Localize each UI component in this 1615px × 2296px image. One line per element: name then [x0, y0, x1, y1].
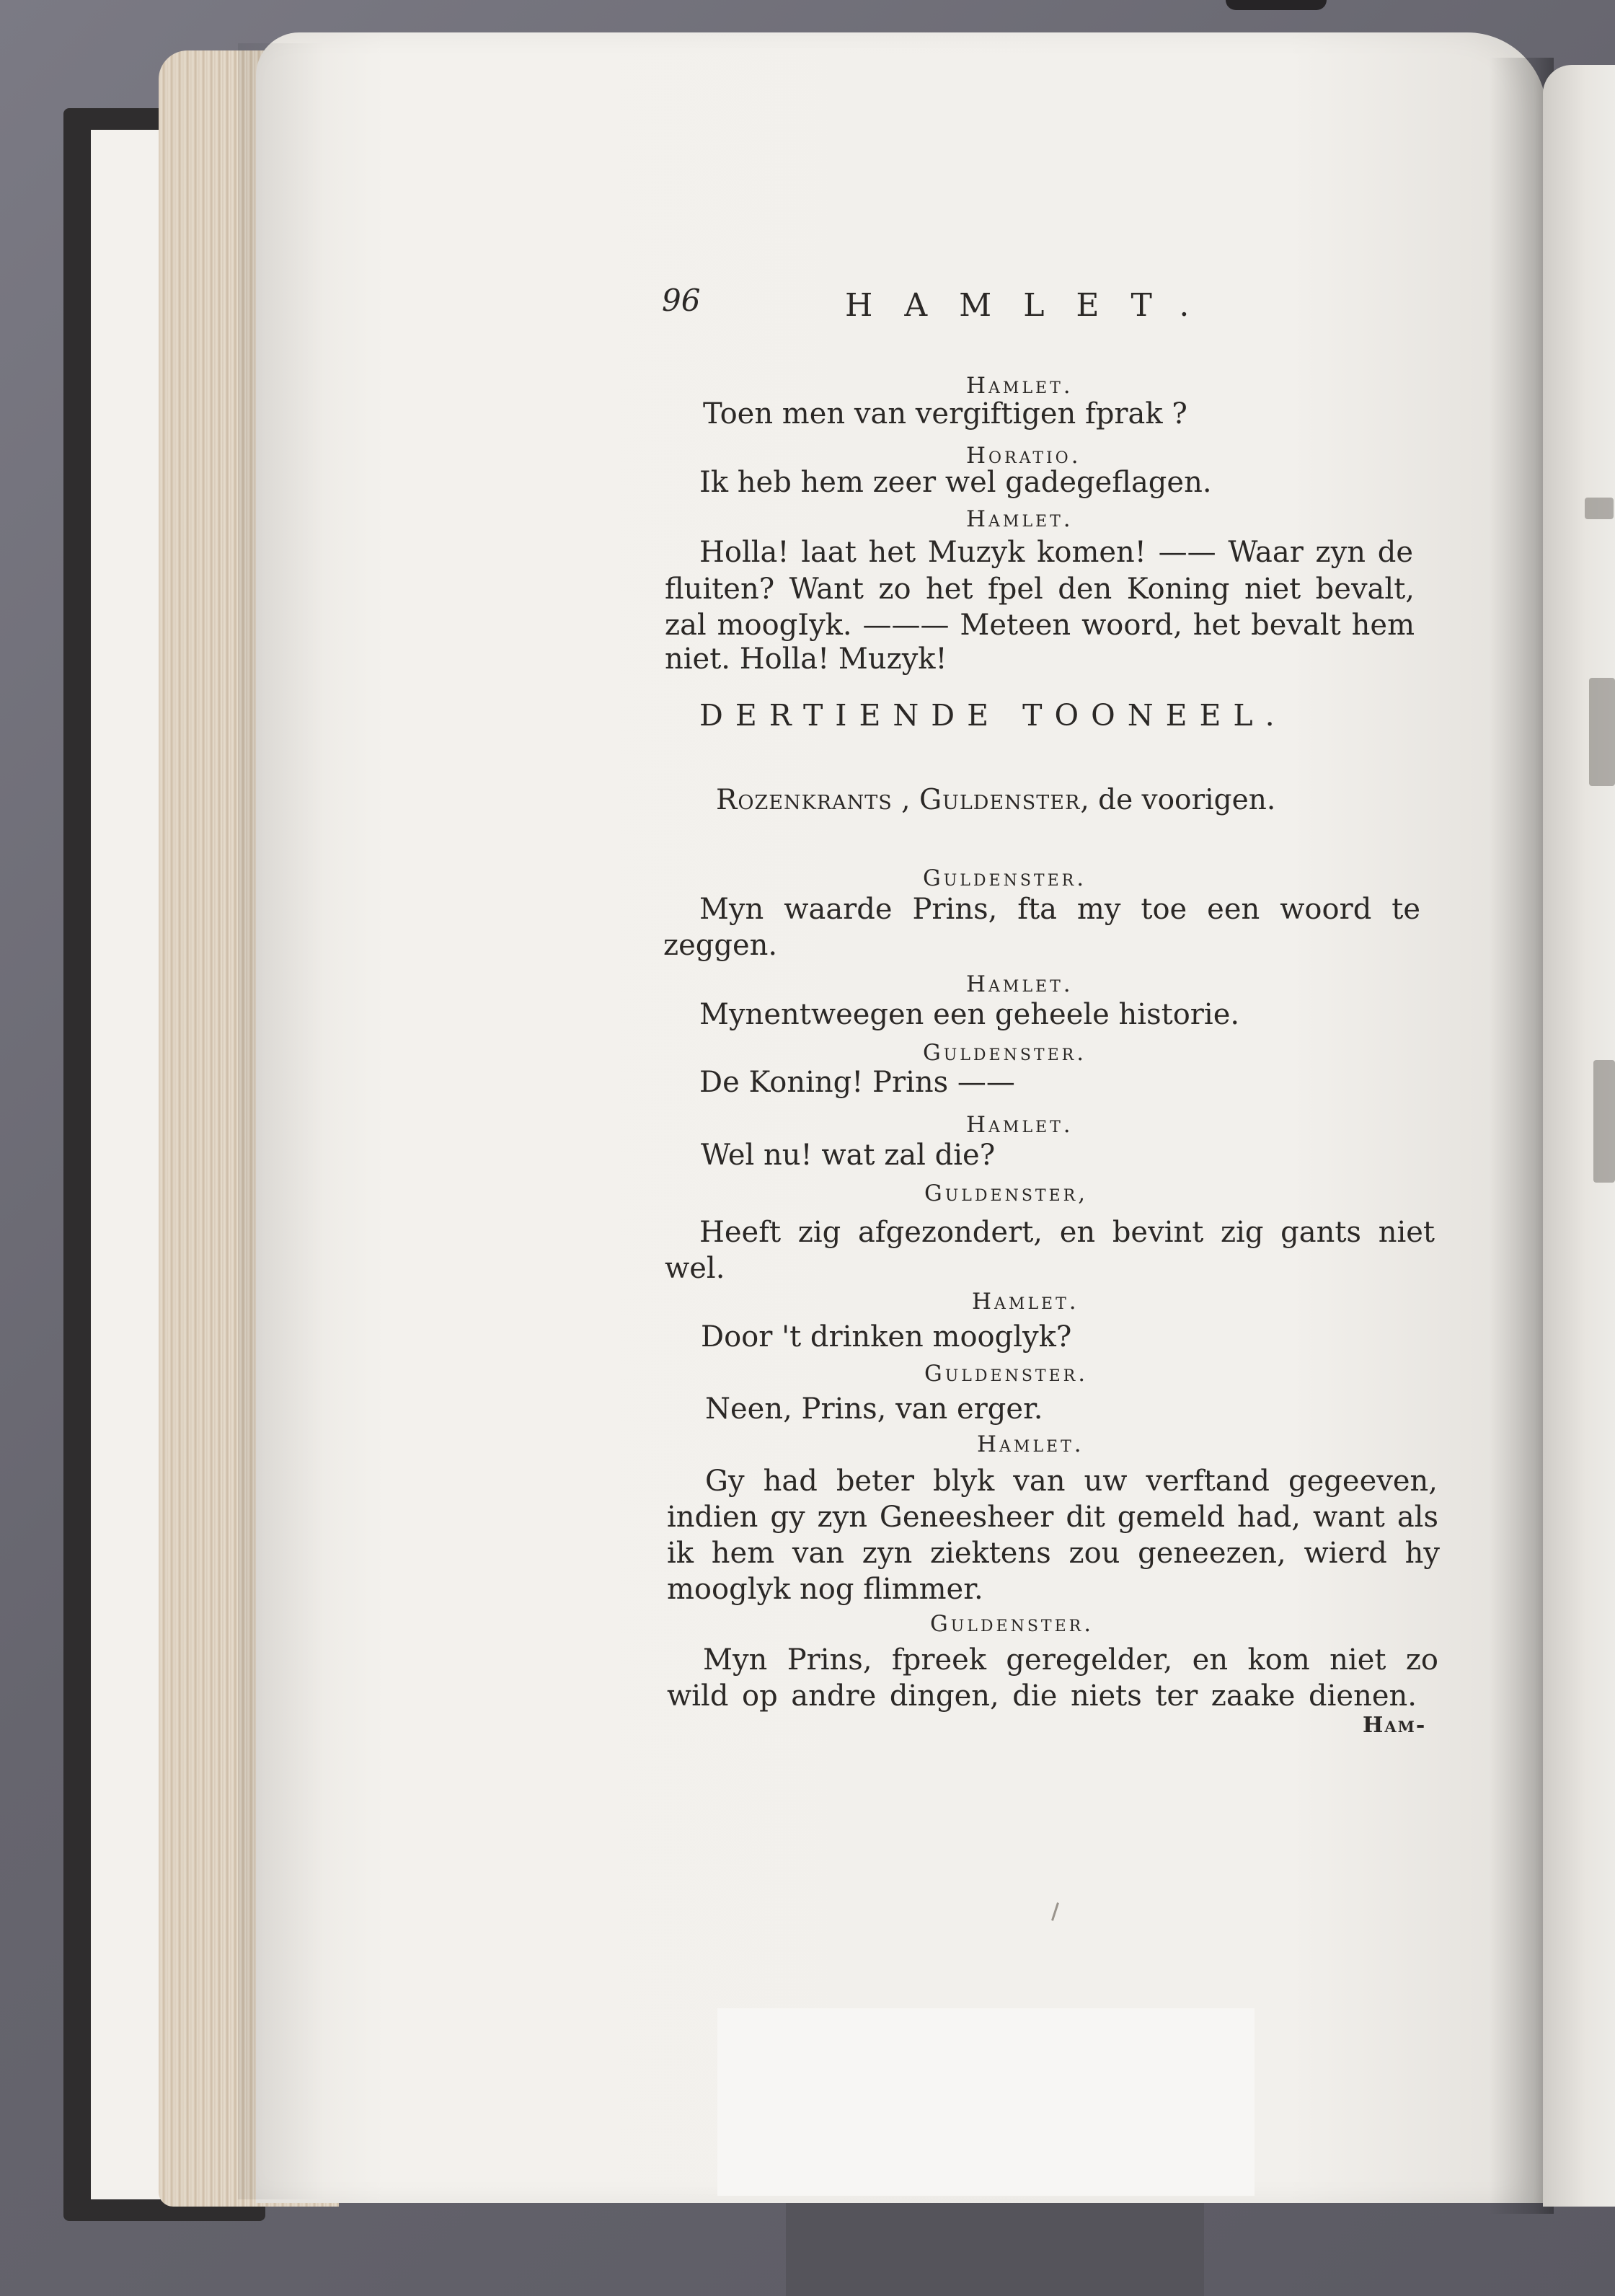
speaker-label: Hamlet.	[966, 971, 1074, 997]
scene-heading: DERTIENDE TOONEEL.	[699, 698, 1287, 733]
text-line: De Koning! Prins ——	[699, 1066, 1015, 1099]
text-line: indien gy zyn Geneesheer dit gemeld had, want als	[667, 1501, 1438, 1534]
text-line: zeggen.	[663, 929, 778, 962]
text-line: Wel nu! wat zal die?	[701, 1139, 996, 1172]
catchword: Ham-	[1363, 1713, 1427, 1738]
text-line: fluiten? Want zo het fpel den Koning niet bevalt,	[665, 573, 1415, 606]
character-name: Guldenster	[919, 784, 1081, 816]
scene-characters	[716, 784, 1275, 816]
text-line: Neen, Prins, van erger.	[705, 1392, 1043, 1426]
speaker-label: Guldenster,	[924, 1180, 1089, 1206]
text-line: wild op andre dingen, die niets ter zaake dienen.	[667, 1679, 1417, 1713]
speaker-label: Guldenster.	[923, 1040, 1087, 1066]
text-line: Heeft zig afgezondert, en bevint zig gants niet	[699, 1216, 1435, 1249]
text-line: Ik heb hem zeer wel gadegeflagen.	[699, 466, 1212, 499]
text-line: mooglyk nog flimmer.	[667, 1573, 983, 1606]
text-line: Toen men van vergiftigen fprak ?	[703, 397, 1187, 430]
text-line: Mynentweegen een geheele historie.	[699, 998, 1240, 1031]
speaker-label: Guldenster.	[930, 1611, 1094, 1637]
text-line: niet. Holla! Muzyk!	[665, 643, 947, 676]
speaker-label: Hamlet.	[966, 373, 1074, 399]
text-line: Myn Prins, fpreek geregelder, en kom niet zo	[703, 1643, 1438, 1677]
speaker-label: Hamlet.	[972, 1289, 1079, 1315]
speaker-label: Horatio.	[966, 443, 1081, 469]
text-line: Gy had beter blyk van uw verftand gegeeven,	[705, 1465, 1438, 1498]
text-line: Myn waarde Prins, fta my toe een woord te	[699, 893, 1420, 926]
speaker-label: Guldenster.	[924, 1361, 1089, 1387]
running-head: HAMLET.	[845, 287, 1221, 324]
text-line: wel.	[665, 1252, 725, 1285]
speaker-label: Hamlet.	[966, 506, 1074, 532]
text-line: Holla! laat het Muzyk komen! —— Waar zyn de	[699, 536, 1413, 569]
characters-rest: , de voorigen.	[1080, 784, 1276, 816]
page-number: 96	[662, 283, 701, 318]
character-name: Rozenkrants	[716, 784, 893, 816]
text-line: zal moogIyk. ——— Meteen woord, het bevalt hem	[665, 609, 1415, 642]
speaker-label: Hamlet.	[977, 1431, 1084, 1457]
speaker-label: Hamlet.	[966, 1112, 1074, 1138]
speaker-label: Guldenster.	[923, 865, 1087, 891]
text-line: ik hem van zyn ziektens zou geneezen, wierd hy	[667, 1537, 1440, 1570]
text-line: Door 't drinken mooglyk?	[701, 1320, 1072, 1354]
separator: ,	[892, 784, 919, 816]
